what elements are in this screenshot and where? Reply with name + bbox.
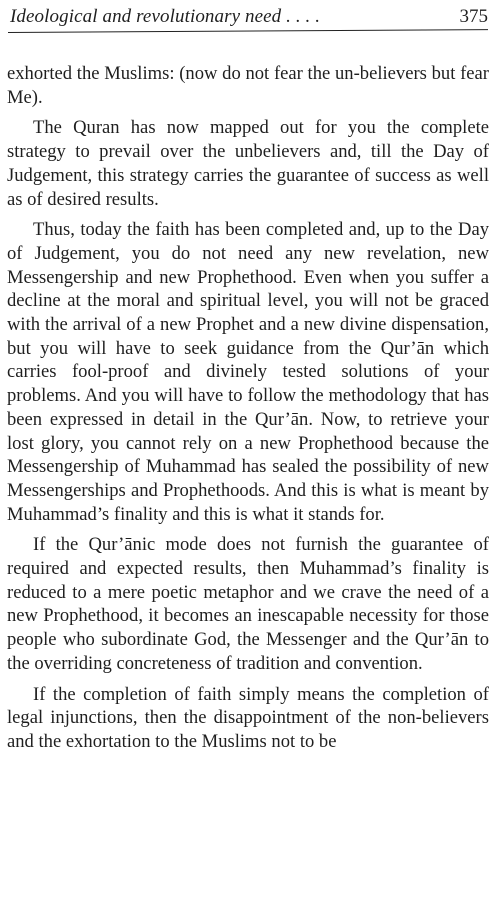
paragraph: If the Qur’ānic mode does not furnish the guarantee of required and expected results, then Muhammad’s finality is reduced to a mere poetic metaphor and we crave the need of a new Prophethood, it becomes an inescapable necessity for those people who subordinate God, the Messenger and the Qur’ān to the overriding concreteness of tradition and convention. <box>7 534 489 674</box>
page-header <box>8 2 488 32</box>
body-text <box>7 62 489 761</box>
page-number: 375 <box>459 6 488 27</box>
paragraph: The Quran has now mapped out for you the complete strategy to prevail over the unbelievers and, till the Day of Judgement, this strategy carries the guarantee of success as well as of desired results. <box>7 117 489 210</box>
running-title: Ideological and revolutionary need . . . . <box>10 6 321 27</box>
header-rule <box>8 29 488 33</box>
paragraph: If the completion of faith simply means the completion of legal injunctions, then the disappointment of the non-believers and the exhortation to the Muslims not to be <box>7 683 489 752</box>
paragraph-continuation: exhorted the Muslims: (now do not fear the un-believers but fear Me). <box>7 63 489 108</box>
paragraph: Thus, today the faith has been completed and, up to the Day of Judgement, you do not need any new revelation, new Messengership and new Prophethood. Even when you suffer a decline at the moral and spiritual level, you will not be graced with the arrival of a new Prophet and a new divine dispensation, but you will have to seek guidance from the Qur’ān which carries fool-proof and divinely tested solutions of your problems. And you will have to follow the methodology that has been expressed in detail in the Qur’ān. Now, to retrieve your lost glory, you cannot rely on a new Prophethood because the Messengership of Muhammad has sealed the possibility of new Messengerships and Prophethoods. And this is what is meant by Muhammad’s finality and this is what it stands for. <box>7 219 489 525</box>
